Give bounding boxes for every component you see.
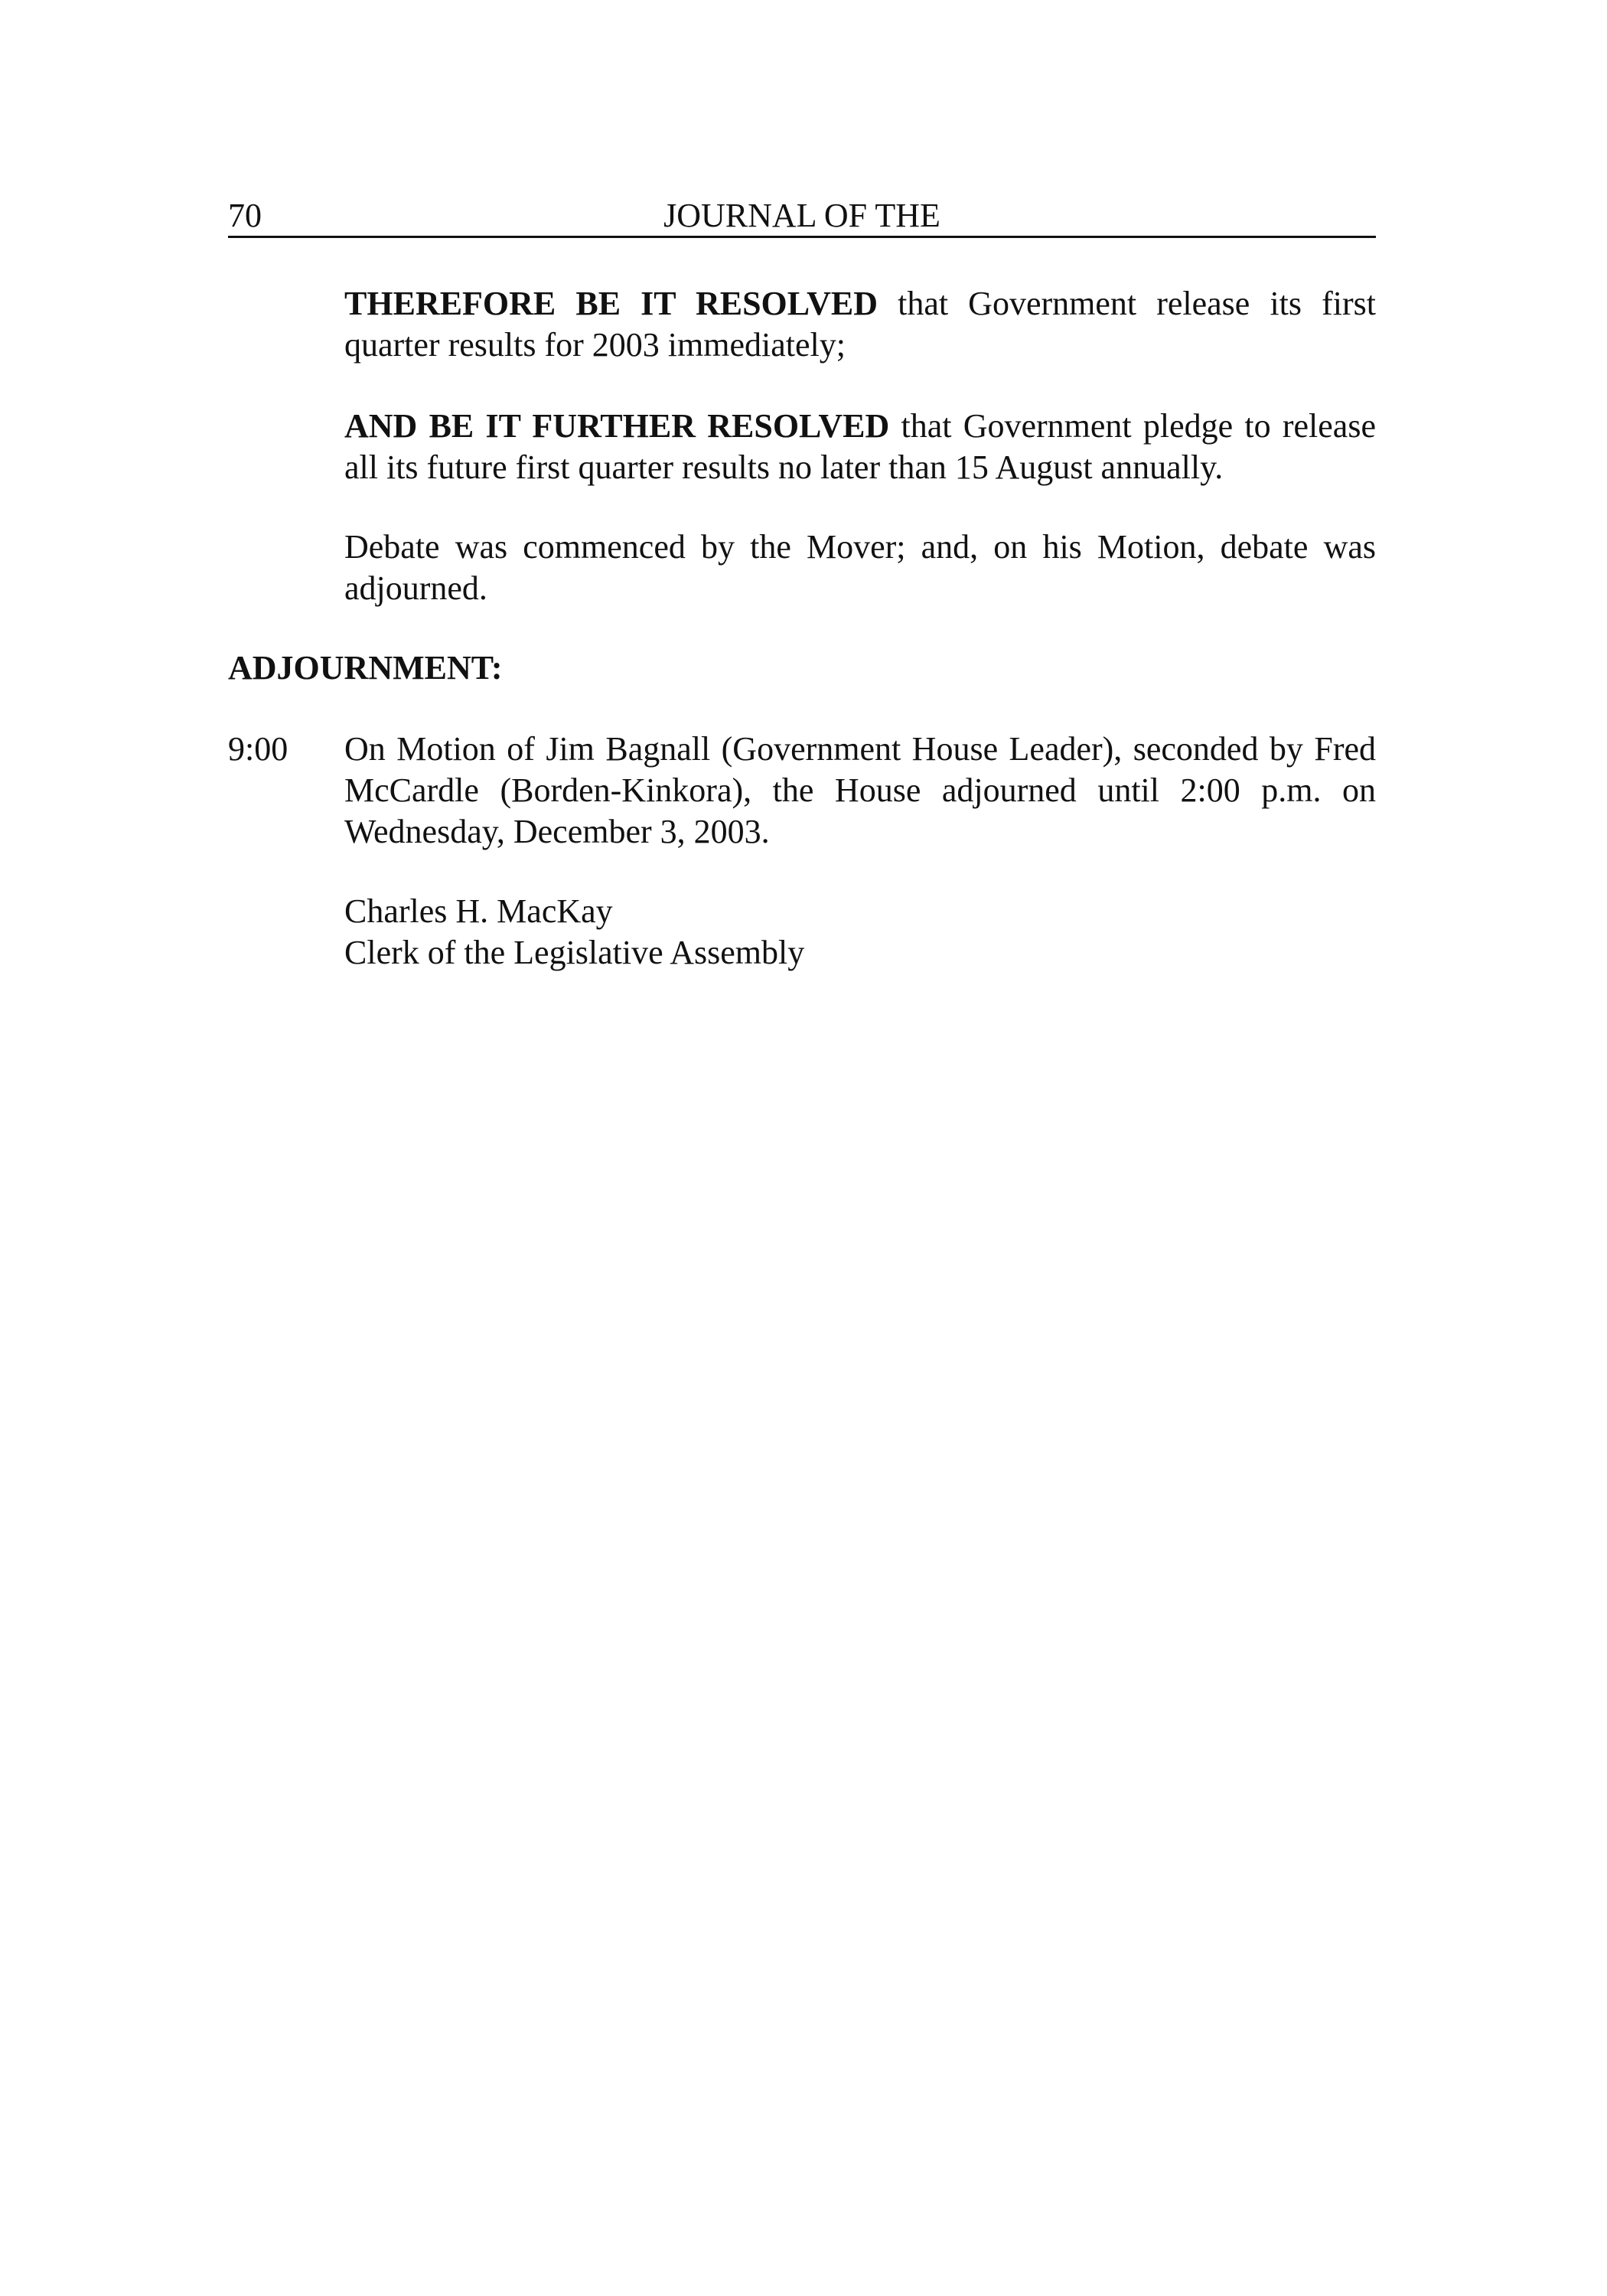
resolution-lead-2: AND BE IT FURTHER RESOLVED (344, 407, 890, 445)
resolution-text-1: that Government release its first quarter results for 2003 immediately; (344, 285, 1376, 364)
adjournment-heading: ADJOURNMENT: (228, 649, 503, 687)
resolution-paragraph-2 (344, 406, 1376, 488)
resolution-text-2: that Government pledge to release all its future first quarter results no later than 15 August annually. (344, 407, 1376, 486)
signature-title: Clerk of the Legislative Assembly (344, 934, 805, 971)
page-header (228, 196, 1376, 238)
adjournment-time: 9:00 (228, 730, 288, 768)
debate-note: Debate was commenced by the Mover; and, on his Motion, debate was adjourned. (344, 528, 1376, 607)
resolution-paragraph-1 (344, 283, 1376, 366)
adjournment-text: On Motion of Jim Bagnall (Government House Leader), seconded by Fred McCardle (Borden-Kinkora), the House adjourned until 2:00 p.m. on Wednesday, December 3, 2003. (344, 730, 1376, 850)
signature-block (344, 891, 804, 974)
resolution-lead-1: THEREFORE BE IT RESOLVED (344, 285, 878, 322)
running-title: JOURNAL OF THE (663, 197, 940, 234)
page-number: 70 (228, 197, 262, 234)
signature-name: Charles H. MacKay (344, 892, 613, 930)
